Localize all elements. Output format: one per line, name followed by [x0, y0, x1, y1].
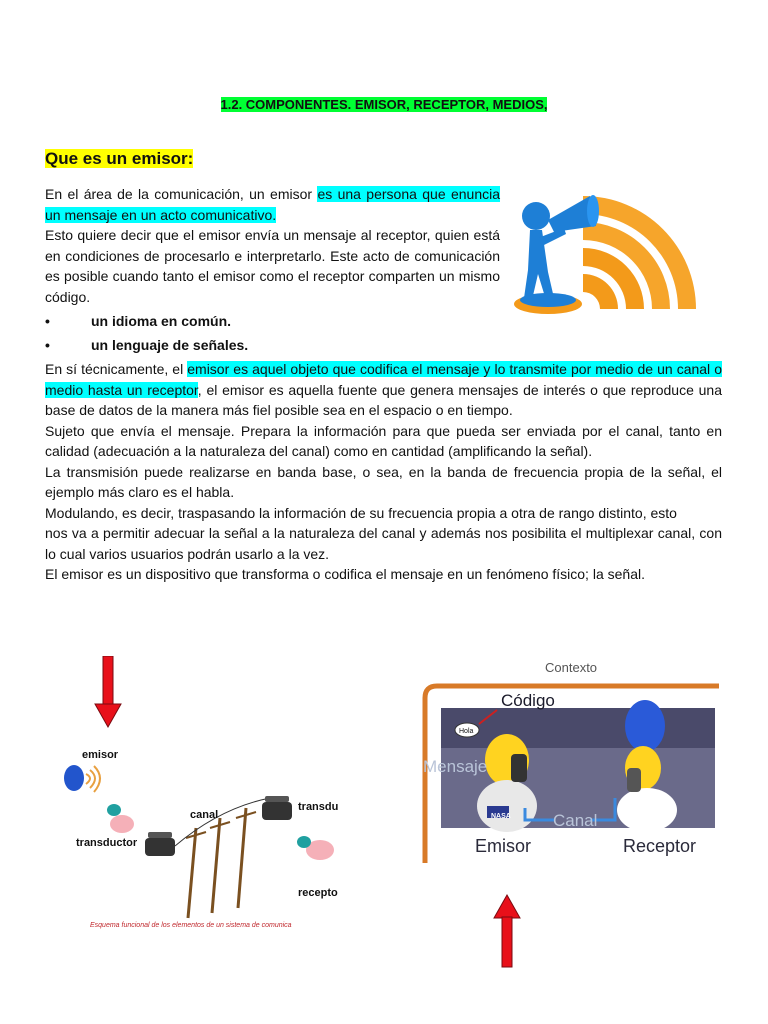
- bullet-text: un idioma en común.: [91, 313, 232, 329]
- intro-highlight: es una persona que enuncia un mensaje en un acto comunicativo.: [45, 186, 500, 223]
- subheading: [45, 148, 193, 170]
- body-text: , el emisor es aquella fuente que genera mensajes de interés o que reproduce una base de datos de la manera más fiel posible sea en el espacio o en tiempo.: [45, 381, 722, 418]
- label-canal: canal: [190, 809, 219, 821]
- label-transductor: transductor: [76, 837, 138, 849]
- body-highlight: emisor es aquel objeto que codifica el mensaje y lo transmite por medio de un canal o medio hasta un receptor: [45, 361, 722, 398]
- body-paragraph-3: La transmisión puede realizarse en banda base, o sea, en la banda de frecuencia propia de la señal, el ejemplo más claro es el habla.: [45, 463, 722, 500]
- bullet-mark: •: [45, 337, 50, 353]
- bullet-list: [45, 309, 500, 357]
- label-hola: Hola: [459, 728, 474, 735]
- intro-text: En el área de la comunicación, un emisor: [45, 186, 318, 202]
- label-codigo: Código: [501, 691, 555, 710]
- body-paragraph-6: El emisor es un dispositivo que transforma o codifica el mensaje en un fenómeno físico; la señal.: [45, 566, 645, 582]
- subheading-text: Que es un emisor:: [45, 149, 194, 168]
- label-canal: Canal: [553, 811, 598, 830]
- diagram-caption: Esquema funcional de los elementos de un sistema de comunica: [90, 922, 292, 929]
- body-paragraph-1: [45, 359, 722, 421]
- label-receptor: recepto: [298, 887, 338, 899]
- label-mensaje: Mensaje: [423, 757, 488, 776]
- megaphone-figure-illustration: [508, 182, 713, 342]
- label-transductor-right: transdu: [298, 801, 339, 813]
- simpsons-communication-diagram: [415, 658, 725, 868]
- megaphone-figure-icon: [508, 182, 713, 342]
- bullet-item: [45, 309, 500, 333]
- arrow-up-icon: [492, 894, 522, 968]
- intro-block: [45, 184, 500, 307]
- intro-paragraph-1: [45, 184, 500, 225]
- label-emisor: emisor: [82, 749, 119, 761]
- communication-schema-diagram: [60, 738, 353, 938]
- bullet-item: [45, 333, 500, 357]
- telephone-system-icon: [60, 738, 353, 938]
- label-contexto: Contexto: [545, 660, 598, 675]
- label-receptor: Receptor: [623, 836, 697, 856]
- arrow-down-icon: [93, 656, 123, 728]
- body-paragraph-2: Sujeto que envía el mensaje. Prepara la información para que pueda ser enviada por el canal, tanto en calidad (adecuación a la naturaleza del canal) como en cantidad (amplificando la señal).: [45, 422, 722, 459]
- label-emisor: Emisor: [475, 836, 532, 856]
- bullet-text: un lenguaje de señales.: [91, 337, 249, 353]
- bullet-mark: •: [45, 313, 50, 329]
- body-paragraph-5: nos va a permitir adecuar la señal a la naturaleza del canal y además nos posibilita el multiplexar canal, con lo cual varios usuarios podrán usarlo a la vez.: [45, 525, 722, 562]
- body-block: [45, 359, 722, 585]
- section-heading: [0, 97, 768, 113]
- section-heading-text: 1.2. COMPONENTES. EMISOR, RECEPTOR, MEDIOS,: [220, 97, 548, 112]
- intro-paragraph-2: Esto quiere decir que el emisor envía un mensaje al receptor, quien está en condiciones de procesarlo e interpretarlo. Este acto de comunicación es posible cuando tanto el emisor como el receptor comparten un mismo código.: [45, 227, 500, 305]
- communication-scene-icon: [415, 658, 725, 868]
- body-text: En sí técnicamente, el: [45, 361, 188, 377]
- label-nasa: NASA: [491, 813, 511, 820]
- body-paragraph-4: Modulando, es decir, traspasando la información de su frecuencia propia a otra de rango distinto, esto: [45, 504, 677, 521]
